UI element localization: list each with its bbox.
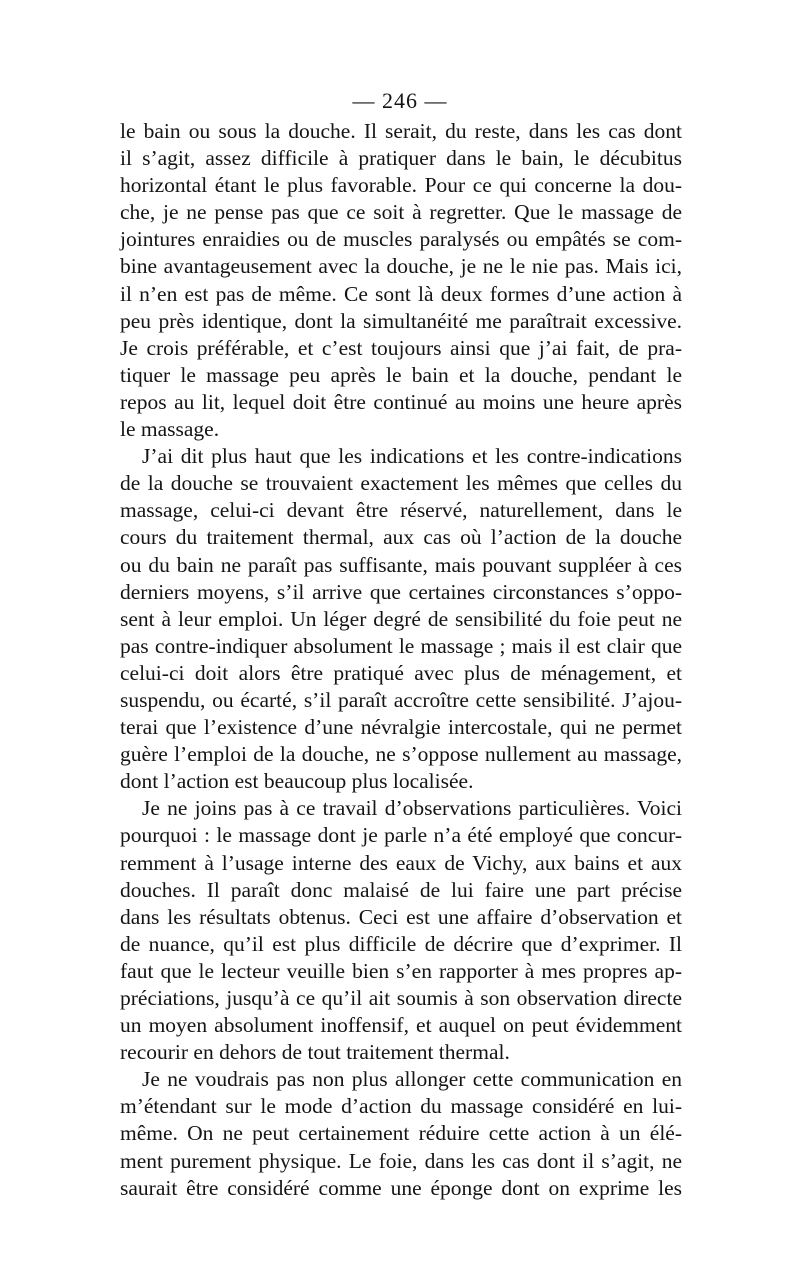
text-line: de la douche se trouvaient exactement les mêmes que celles du (120, 471, 682, 496)
text-line: remment à l’usage interne des eaux de Vichy, aux bains et aux (120, 850, 682, 875)
text-line: le massage. (120, 417, 220, 442)
text-line: ment purement physique. Le foie, dans les cas dont il s’agit, ne (120, 1148, 682, 1173)
text-line: peu près identique, dont la simultanéité me paraîtrait excessive. (120, 308, 682, 333)
text-line: horizontal étant le plus favorable. Pour ce qui concerne la dou- (120, 173, 682, 198)
text-line: faut que le lecteur veuille bien s’en rapporter à mes propres ap- (120, 958, 682, 983)
text-line: même. On ne peut certainement réduire cette action à un élé- (120, 1121, 682, 1146)
text-line: dont l’action est beaucoup plus localisée. (120, 769, 474, 794)
text-line: repos au lit, lequel doit être continué au moins une heure après (120, 389, 682, 414)
text-line: le bain ou sous la douche. Il serait, du reste, dans les cas dont (120, 119, 682, 143)
text-line: che, je ne pense pas que ce soit à regretter. Que le massage de (120, 200, 682, 225)
text-line: massage, celui-ci devant être réservé, naturellement, dans le (120, 498, 682, 523)
text-line: m’étendant sur le mode d’action du massage considéré en lui- (120, 1094, 682, 1119)
text-line: douches. Il paraît donc malaisé de lui faire une part précise (120, 877, 682, 902)
text-line: ou du bain ne paraît pas suffisante, mais pouvant suppléer à ces (120, 552, 682, 577)
text-line: guère l’emploi de la douche, ne s’oppose nullement au massage, (120, 742, 682, 767)
text-line: Je ne voudrais pas non plus allonger cette communication en (142, 1067, 682, 1092)
text-line: tiquer le massage peu après le bain et la douche, pendant le (120, 362, 682, 387)
text-line: jointures enraidies ou de muscles paralysés ou empâtés se com- (120, 227, 682, 252)
text-line: sent à leur emploi. Un léger degré de sensibilité du foie peut ne (120, 606, 682, 631)
text-line: il n’en est pas de même. Ce sont là deux formes d’une action à (120, 281, 682, 306)
text-line: dans les résultats obtenus. Ceci est une affaire d’observation et (120, 904, 682, 929)
text-line: J’ai dit plus haut que les indications et les contre-indications (142, 444, 682, 469)
text-line: derniers moyens, s’il arrive que certaines circonstances s’oppo- (120, 579, 682, 604)
paragraph-4 (120, 1066, 682, 1201)
text-line: il s’agit, assez difficile à pratiquer dans le bain, le décubitus (120, 146, 682, 171)
paragraph-1 (120, 118, 682, 443)
text-line: pas contre-indiquer absolument le massage ; mais il est clair que (120, 633, 682, 658)
body-text (120, 118, 682, 1202)
text-line: Je crois préférable, et c’est toujours ainsi que j’ai fait, de pra- (120, 335, 682, 360)
text-line: recourir en dehors de tout traitement thermal. (120, 1040, 510, 1065)
text-line: préciations, jusqu’à ce qu’il ait soumis à son observation directe (120, 986, 682, 1010)
page-number: — 246 — (352, 88, 448, 113)
paragraph-2 (120, 443, 682, 795)
text-line: Je ne joins pas à ce travail d’observations particulières. Voici (142, 796, 682, 821)
text-line: cours du traitement thermal, aux cas où l’action de la douche (120, 525, 682, 550)
text-line: celui-ci doit alors être pratiqué avec plus de ménagement, et (120, 660, 682, 685)
text-line: un moyen absolument inoffensif, et auquel on peut évidemment (120, 1013, 682, 1038)
paragraph-3 (120, 795, 682, 1066)
text-line: terai que l’existence d’une névralgie intercostale, qui ne permet (120, 715, 682, 740)
text-line: pourquoi : le massage dont je parle n’a été employé que concur- (120, 823, 682, 848)
text-line: de nuance, qu’il est plus difficile de décrire que d’exprimer. Il (120, 931, 682, 956)
text-line: bine avantageusement avec la douche, je ne le nie pas. Mais ici, (120, 254, 682, 279)
text-line: suspendu, ou écarté, s’il paraît accroître cette sensibilité. J’ajou- (120, 687, 682, 712)
text-line: saurait être considéré comme une éponge dont on exprime les (120, 1175, 682, 1200)
